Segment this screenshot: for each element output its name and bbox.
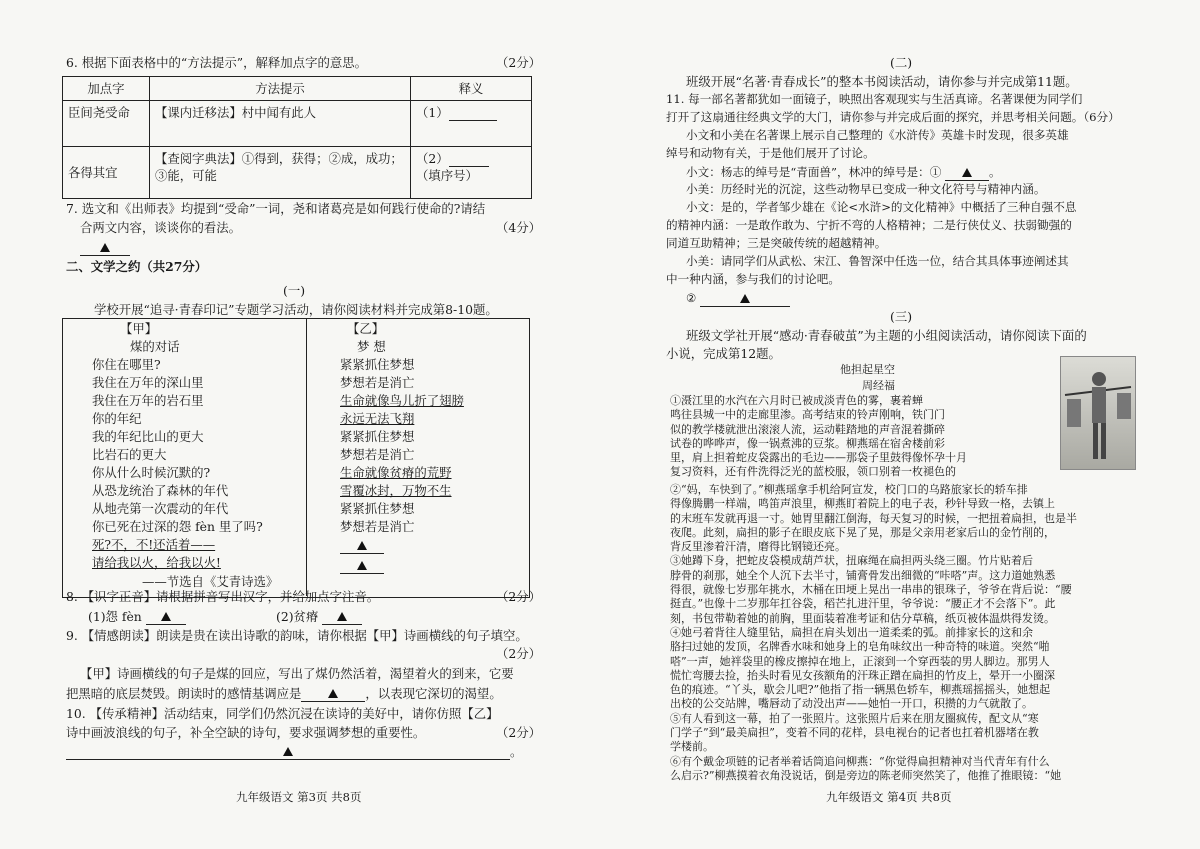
q11-text: 打开了这扇通往经典文学的大门，请你参与并完成后面的探究，并思考相关问题。（6分） [666,110,1120,124]
poem-yi-label: 【乙】 [347,321,385,336]
story-author: 周经福 [862,379,895,392]
poem-yi-blank-1 [340,536,384,554]
triangle-icon [357,561,367,570]
table-cell-answer: （2） （填序号） [411,147,532,199]
q7-score: （4分） [496,220,542,235]
part1-title: (一) [283,283,306,298]
page-footer: 九年级语文 第4页 共8页 [826,790,952,804]
q11-text: 小文：杨志的绰号是“青面兽”，林冲的绰号是：① 。 [686,165,1001,179]
poem-line: 你从什么时候沉默的? [92,465,211,480]
poem-line-wavy: 雪覆冰封，万物不生 [340,483,452,498]
table-header: 方法提示 [150,77,411,101]
q9-para1: 【甲】诗画横线的句子是煤的回应，写出了煤仍然活着，渴望着火的到来，它要 [80,666,514,681]
q8-item1: (1)怨 fèn [88,607,186,625]
poem-line: 你住在哪里? [92,357,161,372]
triangle-icon [100,243,110,252]
table-header: 释义 [411,77,532,101]
q11-text: 绰号和动物有关，于是他们展开了讨论。 [666,146,875,160]
poem-line: 紧紧抓住梦想 [340,501,415,516]
triangle-icon [328,689,338,698]
q9-stem: 9. 【情感朗读】朗读是贵在读出诗歌的韵味，请你根据【甲】诗画横线的句子填空。 [66,628,528,643]
table-header: 加点字 [63,77,150,101]
q11-text: 11. 每一部名著都犹如一面镜子，映照出客观现实与生活真谛。名著课便为同学们 [666,92,1083,106]
poem-jia-source: ——节选自《艾青诗选》 [142,574,279,589]
q11-text: 小文：是的，学者邹少雄在《论<水浒>的文化精神》中概括了三种自强不息 [686,200,1077,214]
poem-line-wavy: 生命就像鸟儿折了翅膀 [340,393,464,408]
part2-intro: 班级开展“名著·青春成长”的整本书阅读活动，请你参与并完成第11题。 [686,74,1078,89]
q7-line2: 合两文内容，谈谈你的看法。 [80,220,242,235]
poem-yi-blank-2 [340,556,384,574]
q10-score: （2分） [496,725,542,740]
poem-line: 我住在万年的岩石里 [92,393,204,408]
part1-intro: 学校开展“追寻·青春印记”专题学习活动，请你阅读材料并完成第8-10题。 [94,302,498,317]
poem-line: 比岩石的更大 [92,447,167,462]
person-carrying-pole-icon [1061,357,1135,469]
page-4 [600,0,1200,849]
q11-text: 小美：历经时光的沉淀，这些动物早已变成一种文化符号与精神内涵。 [686,182,1046,196]
poem-yi-title: 梦 想 [357,339,386,354]
table-cell-method: 【查阅字典法】①得到，获得；②成，成功； ③能，可能 [150,147,411,199]
triangle-icon [283,747,293,756]
table-cell-word: 各得其宜 [63,147,150,199]
poem-line: 紧紧抓住梦想 [340,429,415,444]
part2-title: (二) [890,55,913,70]
table-cell-method: 【课内迁移法】村中闻有此人 [150,101,411,147]
poem-divider [306,318,307,596]
triangle-icon [357,541,367,550]
story-block-wide: ②“妈，车快到了。”柳燕瑶拿手机给阿宣发，校门口的乌路旅家长的轿车排 得像腾鹏一样端，鸣笛声浪里，柳燕盯着院上的电子表，秒针导致一格，去镇上 的末班车发就再退一寸。她胃里翻江倒海，每天复习的时候，一把扭着扁担，也是半 夜爬。此刻，扁担的影子在眼皮底下晃了晃，那是父亲用老家后山的金竹削的， 背反里渗着汗清，磨得比钢镜还亮。 ③她蹲下身，把蛇皮袋模成葫芦状，扭麻绳在扁担两头绕三圈。竹片贴着后 脖骨的刹那，她全个人沉下去半寸，铺膏骨发出细微的“咔嗒”声。这力道她熟悉 得很，就像七岁那年挑水，木桶在田埂上晃出一串串的银珠子，爷爷在背后说：“腰 挺直。”也像十二岁那年扛谷袋，稻芒扎进汗里，爷爷说：“腰正才不会落下”。此 刻，书包带勒着她的前胸，里面装着准考证和估分草稿，纸页被体温烘得发烫。 ④她弓着背往人缝里钻，扁担在肩头划出一道柔柔的弧。前排家长的这和余 胳扫过她的发顶，名牌香水味和她身上的皂角味纹出一种奇特的味道。突然“啪 嗒”一声，她袢袋里的橡皮擦掉在地上，正滚到一个穿西装的男人脚边。那男人 慌忙弯腰去捡，抬头时看见女孩额角的汗珠正蹭在扁担的竹皮上，晕开一小圈深 色的痕迹。“丫头，歇会儿吧?”他指了指一辆黑色轿车，柳燕瑶摇摇头，她想起 出校的公交站牌，嘴唇动了动没出声——她怕一开口，积攒的力气就散了。 ⑤有人看到这一幕，拍了一张照片。这张照片后来在朋友圈疯传，配文从“寒 门学子”到“最美扁担”，变着不同的花样，县电视台的记者也扛着机器堵在教 学楼前。 ⑥有个戴金项链的记者举着话筒追问柳燕：“你觉得扁担精神对当代青年有什么 么启示?”柳燕摸着衣角没说话，倒是旁边的陈老师突然笑了，他推了推眼镜：“她 [670,483,1077,782]
poem-line: 从恐龙统治了森林的年代 [92,483,229,498]
poem-line: 我的年纪比山的更大 [92,429,204,444]
poem-line: 你的年纪 [92,411,142,426]
q11-answer-blank: ② [686,290,790,307]
story-photo [1060,356,1136,470]
q10-answer-line: 。 [66,742,522,760]
q11-text: 小美：请同学们从武松、宋江、鲁智深中任选一位，结合其具体事迹阐述其 [686,254,1069,268]
q11-text: 的精神内涵：一是敢作敢为、宁折不弯的人格精神；二是行侠仗义、扶弱锄强的 [666,218,1072,232]
page-footer: 九年级语文 第3页 共8页 [236,790,362,804]
q6-table [62,76,532,199]
story-title: 他担起星空 [840,363,895,376]
poem-line: 我住在万年的深山里 [92,375,204,390]
part3-intro: 小说，完成第12题。 [666,346,781,361]
q11-text: 同道互助精神；三是突破传统的超越精神。 [666,236,887,250]
poem-line-underlined: 死?不，不!还活着—— [92,537,216,552]
triangle-icon [337,612,347,621]
poem-line: 你已死在过深的怨 fèn 里了吗? [92,519,263,534]
poem-line: 紧紧抓住梦想 [340,357,415,372]
poem-line: 梦想若是消亡 [340,519,415,534]
poem-line-wavy: 永远无法飞翔 [340,411,415,426]
part3-intro: 班级文学社开展“感动·青春破茧”为主题的小组阅读活动，请你阅读下面的 [686,328,1087,343]
section2-heading: 二、文学之约（共27分） [66,259,208,274]
story-block-narrow: ①滠江里的水汽在六月时已被成淡青色的雾，裹着蝉 鸣往县城一中的走廊里渗。高考结束的铃声刚响，铁门门 似的教学楼就泄出滚滚人流，运动鞋踏地的声音混着撕碎 试卷的哗哗声，像一锅煮沸的豆浆。柳燕瑶在宿舍楼前彩 里，肩上担着蛇皮袋露出的毛边——那袋子里鼓得像怀孕十月 复习资料，还有件洗得泛光的蓝校服，领口别着一枚褪色的 [670,394,967,479]
q10-line2: 诗中画波浪线的句子，补全空缺的诗句，要求强调梦想的重要性。 [66,725,426,740]
q9-para2: 把黑暗的底层焚毁。朗读时的感情基调应是 ，以表现它深切的渴望。 [66,686,502,701]
q8-score: （2分） [496,589,542,604]
poem-line-wavy: 生命就像贫瘠的荒野 [340,465,452,480]
poem-line-underlined: 请给我以火，给我以火! [92,555,221,570]
q7-line1: 7. 选文和《出师表》均提到“受命”一词，尧和诸葛亮是如何践行使命的?请结 [66,201,486,216]
q8-item2: (2)贫瘠 [276,607,362,625]
poem-line: 梦想若是消亡 [340,375,415,390]
q7-answer-blank [80,238,130,256]
part3-title: (三) [890,309,913,324]
poem-jia-label: 【甲】 [120,321,158,336]
q11-text: 中一种内涵，参与我们的讨论吧。 [666,272,840,286]
q6-score: （2分） [496,55,542,70]
poem-jia-title: 煤的对话 [130,339,180,354]
q8-stem: 8. 【识字正音】请根据拼音写出汉字，并给加点字注音。 [66,589,380,604]
table-cell-answer: （1） [411,101,532,147]
poem-line: 从地壳第一次震动的年代 [92,501,229,516]
table-cell-word: 臣间尧受命 [63,101,150,147]
q11-text: 小文和小美在名著课上展示自己整理的《水浒传》英雄卡时发现，很多英雄 [686,128,1069,142]
triangle-icon [740,294,750,303]
q9-score: （2分） [496,646,542,661]
triangle-icon [161,612,171,621]
triangle-icon [962,168,972,177]
poem-line: 梦想若是消亡 [340,447,415,462]
q6-stem: 6. 根据下面表格中的“方法提示”，解释加点字的意思。 [66,55,368,70]
q10-line1: 10. 【传承精神】活动结束，同学们仍然沉浸在读诗的美好中，请你仿照【乙】 [66,706,499,721]
